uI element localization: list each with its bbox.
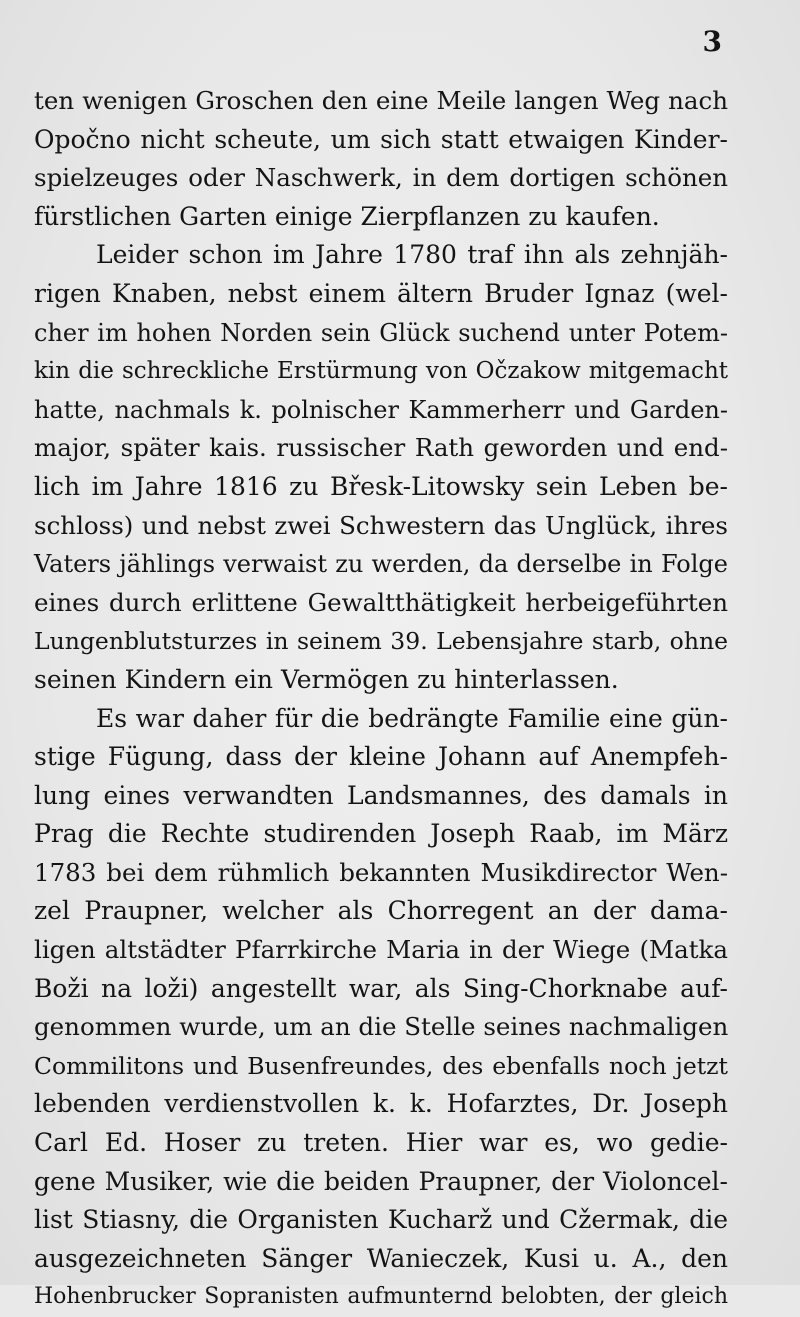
text-line: zel Praupner, welcher als Chorregent an der dama- — [34, 896, 728, 926]
text-line: Prag die Rechte studirenden Joseph Raab, im März — [34, 819, 728, 849]
text-line: spielzeuges oder Naschwerk, in dem dortigen schönen — [34, 163, 728, 193]
text-line: list Stiasny, die Organisten Kucharž und Cžermak, die — [34, 1205, 728, 1235]
text-line: fürstlichen Garten einige Zierpflanzen zu kaufen. — [34, 201, 660, 231]
text-line: Hohenbrucker Sopranisten aufmunternd belobten, der gleich — [34, 1284, 728, 1310]
text-line: cher im hohen Norden sein Glück suchend unter Potem- — [34, 318, 728, 347]
text-line: genommen wurde, um an die Stelle seines nachmaligen — [34, 1012, 729, 1042]
text-line: gene Musiker, wie die beiden Praupner, der Violoncel- — [34, 1166, 728, 1196]
text-line: kin die schreckliche Erstürmung von Očzakow mitgemacht — [34, 358, 728, 385]
text-line: Lungenblutsturzes in seinem 39. Lebensjahre starb, ohne — [34, 627, 728, 656]
text-line: Carl Ed. Hoser zu treten. Hier war es, wo gedie- — [34, 1128, 728, 1158]
page-number: 3 — [702, 25, 722, 58]
text-line: ligen altstädter Pfarrkirche Maria in der Wiege (Matka — [34, 935, 728, 965]
text-line: lich im Jahre 1816 zu Břesk-Litowsky sein Leben be- — [34, 471, 728, 501]
text-line: Es war daher für die bedrängte Familie eine gün- — [96, 703, 728, 733]
text-line: lung eines verwandten Landsmannes, des damals in — [34, 780, 728, 810]
text-line: Opočno nicht scheute, um sich statt etwaigen Kinder- — [34, 124, 728, 154]
text-line: Vaters jählings verwaist zu werden, da derselbe in Folge — [34, 550, 728, 579]
text-line: ausgezeichneten Sänger Wanieczek, Kusi u. A., den — [34, 1243, 728, 1273]
text-line: eines durch erlittene Gewaltthätigkeit herbeigeführten — [34, 587, 728, 617]
text-line: 1783 bei dem rühmlich bekannten Musikdirector Wen- — [34, 857, 728, 887]
text-line: lebenden verdienstvollen k. k. Hofarztes, Dr. Joseph — [34, 1089, 728, 1119]
text-line: rigen Knaben, nebst einem ältern Bruder Ignaz (wel- — [34, 278, 728, 308]
text-line: hatte, nachmals k. polnischer Kammerherr und Garden- — [34, 395, 728, 424]
text-line: stige Fügung, dass der kleine Johann auf Anempfeh- — [34, 742, 728, 772]
text-line: Boži na loži) angestellt war, als Sing-Chorknabe auf- — [34, 973, 728, 1003]
body-text — [34, 82, 728, 1317]
text-line: major, später kais. russischer Rath geworden und end- — [34, 433, 728, 463]
text-line: Leider schon im Jahre 1780 traf ihn als zehnjäh- — [96, 240, 728, 270]
text-line: seinen Kindern ein Vermögen zu hinterlassen. — [34, 664, 619, 694]
text-line: ten wenigen Groschen den eine Meile langen Weg nach — [34, 86, 728, 115]
text-line: Commilitons und Busenfreundes, des ebenfalls noch jetzt — [34, 1051, 728, 1080]
text-line: schloss) und nebst zwei Schwestern das Unglück, ihres — [34, 510, 728, 540]
